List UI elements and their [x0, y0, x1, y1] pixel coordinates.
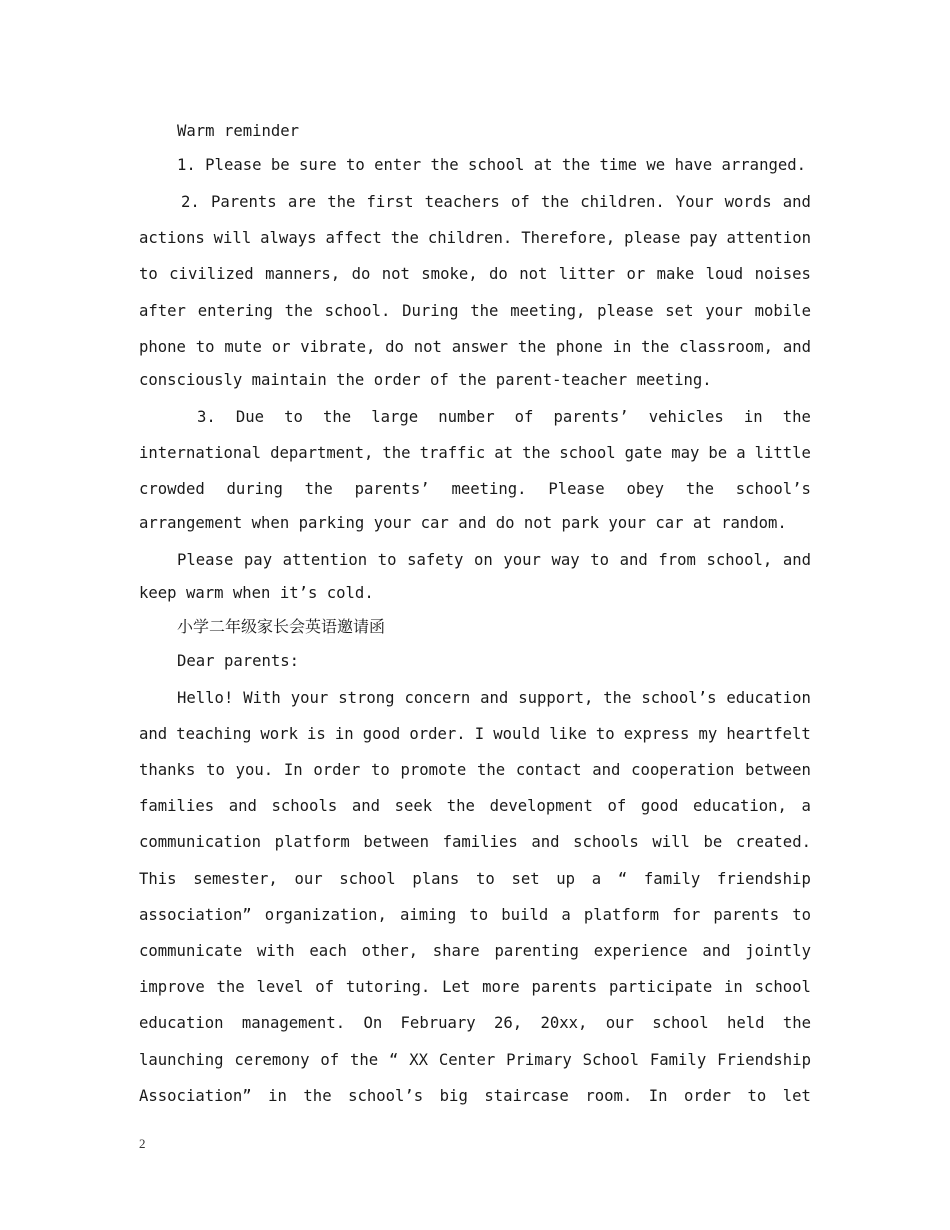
- word: vehicles: [648, 407, 724, 426]
- word: In: [648, 1086, 668, 1105]
- word: like: [549, 724, 587, 743]
- word: manners,: [265, 265, 341, 284]
- word: and: [480, 688, 509, 707]
- letter-body-line: [139, 1078, 811, 1114]
- word: strong: [338, 688, 395, 707]
- word: and: [782, 550, 811, 569]
- word: would: [493, 724, 541, 743]
- word: mobile: [754, 301, 811, 320]
- word: other,: [361, 942, 418, 960]
- word: do: [489, 265, 508, 284]
- word: to: [206, 761, 225, 780]
- word: a: [801, 797, 811, 816]
- word: concern: [404, 688, 471, 707]
- word: Your: [675, 193, 714, 211]
- word: number: [438, 407, 495, 426]
- word: first: [366, 193, 414, 211]
- word: crowded: [139, 480, 205, 499]
- word: the: [603, 688, 632, 707]
- word: ceremony: [234, 1050, 310, 1069]
- word: in: [268, 1086, 287, 1105]
- word: in: [612, 337, 632, 356]
- word: department,: [270, 444, 374, 463]
- word: thanks: [139, 761, 196, 780]
- word: gate: [624, 444, 663, 463]
- word: our: [605, 1014, 634, 1033]
- word: families: [442, 833, 518, 852]
- word: families: [139, 797, 215, 816]
- word: make: [656, 265, 695, 284]
- word: association”: [139, 905, 252, 924]
- word: please: [597, 301, 654, 320]
- word: to: [139, 265, 158, 284]
- word: staircase: [484, 1086, 569, 1105]
- word: pay: [689, 229, 718, 248]
- word: civilized: [169, 265, 254, 284]
- word: order: [684, 1086, 731, 1105]
- word: good: [640, 797, 679, 816]
- word: may: [671, 444, 700, 463]
- word: phone: [139, 337, 186, 356]
- word: and: [228, 797, 257, 816]
- word: Parents: [210, 193, 277, 211]
- letter-body-line: [139, 933, 811, 969]
- word: Please: [177, 550, 234, 569]
- reminder-item-3-line: [139, 435, 811, 471]
- word: of: [607, 797, 627, 816]
- word: meeting,: [510, 301, 586, 320]
- word: Friendship: [717, 1050, 811, 1069]
- word: build: [501, 905, 549, 924]
- word: Therefore,: [521, 229, 616, 248]
- letter-body-line: [139, 680, 811, 716]
- word: children.: [427, 229, 513, 248]
- letter-body-line: [139, 897, 811, 933]
- word: February: [400, 1014, 476, 1033]
- word: On: [363, 1014, 383, 1033]
- word: actions: [139, 229, 205, 248]
- word: after: [139, 301, 186, 320]
- letter-salutation: Dear parents:: [177, 651, 300, 670]
- word: loud: [705, 265, 744, 284]
- word: seek: [394, 797, 433, 816]
- word: of: [315, 978, 335, 997]
- reminder-heading: Warm reminder: [177, 122, 300, 140]
- word: at: [494, 444, 514, 463]
- word: always: [260, 229, 317, 248]
- word: or: [271, 337, 291, 356]
- word: with: [257, 942, 295, 960]
- page-content: [139, 116, 811, 1114]
- word: to: [377, 550, 397, 569]
- word: mute: [224, 337, 262, 356]
- reminder-item-3-line: [139, 471, 811, 507]
- word: set: [665, 301, 694, 320]
- word: smoke,: [421, 265, 478, 284]
- word: noises: [754, 265, 811, 284]
- word: the: [522, 444, 551, 463]
- word: work: [260, 724, 298, 743]
- word: to: [747, 1086, 767, 1105]
- word: schools: [573, 833, 639, 852]
- word: “: [617, 869, 628, 888]
- word: In: [283, 761, 303, 780]
- word: your: [705, 301, 743, 320]
- word: Family: [649, 1050, 707, 1069]
- letter-body-line: [139, 788, 811, 824]
- word: share: [432, 942, 480, 960]
- word: safety: [407, 550, 464, 569]
- word: vibrate,: [300, 337, 376, 356]
- word: and: [351, 797, 380, 816]
- word: words: [724, 193, 772, 211]
- page-number: 2: [139, 1136, 146, 1151]
- word: and: [531, 833, 560, 852]
- reminder-item-3-line: arrangement when parking your car and do not park your car at random.: [139, 513, 787, 532]
- word: way: [551, 550, 580, 569]
- word: the: [470, 301, 499, 320]
- word: our: [294, 869, 323, 888]
- word: organization,: [264, 905, 387, 924]
- word: the: [782, 407, 811, 426]
- word: to: [371, 761, 390, 780]
- word: phone: [555, 337, 603, 356]
- word: not: [519, 265, 548, 284]
- word: a: [561, 905, 571, 924]
- word: I: [474, 724, 485, 743]
- reminder-item-2-line: [139, 329, 811, 365]
- word: semester,: [193, 869, 278, 888]
- letter-body-line: [139, 716, 811, 752]
- word: held: [726, 1014, 765, 1033]
- word: between: [745, 761, 811, 780]
- word: to: [792, 905, 811, 924]
- word: and: [139, 724, 168, 743]
- word: Center: [438, 1050, 496, 1069]
- word: school,: [706, 550, 773, 569]
- word: the: [540, 193, 570, 211]
- word: During: [402, 301, 459, 320]
- word: to: [284, 407, 303, 426]
- reminder-item-1: 1. Please be sure to enter the school at the time we have arranged.: [177, 156, 807, 174]
- word: school’s: [641, 688, 717, 707]
- word: participate: [608, 978, 713, 997]
- word: you.: [235, 761, 274, 780]
- word: of: [320, 1050, 340, 1069]
- word: your: [290, 688, 329, 707]
- word: This: [139, 869, 177, 888]
- word: With: [243, 688, 281, 707]
- word: to: [469, 905, 489, 924]
- letter-body-line: [139, 752, 811, 788]
- word: meeting.: [451, 480, 527, 499]
- word: traffic: [419, 444, 486, 463]
- word: from: [658, 550, 696, 569]
- word: attention: [282, 550, 368, 569]
- word: tutoring.: [345, 978, 431, 997]
- reminder-item-2-line: [139, 184, 811, 220]
- word: order: [313, 761, 361, 780]
- word: the: [476, 761, 506, 780]
- word: improve: [139, 978, 205, 997]
- letter-body-line: [139, 969, 811, 1005]
- word: not: [413, 337, 442, 356]
- word: 2.: [181, 193, 200, 211]
- word: schools: [271, 797, 338, 816]
- word: pay: [243, 550, 273, 569]
- word: school: [754, 978, 811, 997]
- word: development: [489, 797, 593, 816]
- reminder-item-2-line: [139, 256, 811, 292]
- word: do: [385, 337, 404, 356]
- word: little: [754, 444, 811, 463]
- reminder-item-2-line: consciously maintain the order of the parent-teacher meeting.: [139, 370, 712, 389]
- word: the: [685, 480, 714, 499]
- word: the: [382, 444, 411, 463]
- word: experience: [593, 942, 688, 960]
- letter-body-line: [139, 861, 811, 897]
- word: to: [590, 550, 610, 569]
- word: education: [726, 688, 811, 707]
- word: classroom,: [679, 337, 774, 356]
- word: plans: [412, 869, 460, 888]
- word: school.: [324, 301, 391, 320]
- word: created.: [735, 833, 811, 852]
- word: communication: [139, 833, 262, 852]
- word: level: [256, 978, 304, 997]
- word: cooperation: [631, 761, 735, 780]
- word: my: [698, 724, 718, 743]
- word: let: [782, 1086, 811, 1105]
- word: school: [652, 1014, 709, 1033]
- word: contact: [515, 761, 582, 780]
- word: the: [641, 337, 670, 356]
- word: parents’: [553, 407, 629, 426]
- word: support,: [518, 688, 594, 707]
- word: parenting: [494, 942, 579, 960]
- word: to: [475, 869, 495, 888]
- word: XX: [409, 1050, 429, 1069]
- reminder-item-3-line: [139, 399, 811, 435]
- word: the: [304, 480, 333, 499]
- word: aiming: [399, 905, 457, 924]
- word: the: [284, 301, 313, 320]
- word: Primary: [506, 1050, 572, 1069]
- word: good: [362, 724, 401, 743]
- word: are: [287, 193, 317, 211]
- word: be: [703, 833, 723, 852]
- reminder-item-2-line: [139, 220, 811, 256]
- word: promote: [400, 761, 467, 780]
- word: not: [381, 265, 410, 284]
- word: room.: [585, 1086, 633, 1105]
- word: and: [702, 942, 731, 960]
- word: international: [139, 444, 262, 463]
- word: the: [390, 229, 419, 248]
- word: management.: [241, 1014, 346, 1033]
- word: Association”: [139, 1086, 252, 1105]
- word: 3.: [197, 407, 216, 426]
- word: launching: [139, 1050, 224, 1069]
- word: teaching: [176, 724, 252, 743]
- word: parents: [531, 978, 598, 997]
- word: the: [782, 1014, 811, 1033]
- word: the: [303, 1086, 332, 1105]
- word: education: [139, 1014, 224, 1033]
- word: between: [363, 833, 430, 852]
- word: Due: [235, 407, 265, 426]
- word: school: [559, 444, 616, 463]
- word: children.: [580, 193, 665, 211]
- word: a: [591, 869, 602, 888]
- word: Please: [548, 480, 605, 499]
- word: Hello!: [177, 688, 234, 707]
- word: family: [643, 869, 701, 888]
- word: do: [351, 265, 371, 284]
- word: on: [474, 550, 493, 569]
- word: in: [334, 724, 354, 743]
- word: 20xx,: [540, 1014, 588, 1033]
- word: will: [652, 833, 690, 852]
- word: or: [626, 265, 646, 284]
- word: heartfelt: [726, 724, 811, 743]
- word: in: [724, 978, 743, 997]
- word: big: [439, 1086, 468, 1105]
- word: Let: [442, 978, 471, 997]
- word: during: [226, 480, 283, 499]
- word: the: [349, 1050, 379, 1069]
- word: 26,: [493, 1014, 523, 1033]
- reminder-closing-line: [139, 542, 811, 578]
- word: to: [595, 724, 615, 743]
- word: “: [389, 1050, 399, 1069]
- word: the: [446, 797, 475, 816]
- word: more: [482, 978, 520, 997]
- word: school’s: [735, 480, 811, 499]
- word: your: [503, 550, 541, 569]
- word: parents: [713, 905, 780, 924]
- word: order.: [409, 724, 466, 743]
- word: is: [307, 724, 326, 743]
- word: and: [592, 761, 621, 780]
- word: jointly: [745, 942, 811, 960]
- letter-body-line: [139, 824, 811, 860]
- word: in: [743, 407, 763, 426]
- word: the: [517, 337, 547, 356]
- word: answer: [451, 337, 509, 356]
- word: up: [556, 869, 576, 888]
- reminder-closing-line: keep warm when it’s cold.: [139, 583, 374, 602]
- word: and: [782, 193, 811, 211]
- word: School: [582, 1050, 640, 1069]
- word: parents’: [354, 480, 430, 499]
- word: teachers: [424, 193, 500, 211]
- word: to: [195, 337, 215, 356]
- word: will: [213, 229, 252, 248]
- word: the: [327, 193, 356, 211]
- letter-title: 小学二年级家长会英语邀请函: [177, 616, 386, 636]
- word: and: [619, 550, 648, 569]
- word: for: [672, 905, 701, 924]
- word: express: [623, 724, 690, 743]
- letter-body-line: [139, 1042, 811, 1078]
- word: and: [782, 337, 811, 356]
- reminder-item-2-line: [139, 293, 811, 329]
- word: platform: [274, 833, 350, 852]
- word: obey: [626, 480, 665, 499]
- word: the: [216, 978, 245, 997]
- word: attention: [726, 229, 811, 248]
- word: school’s: [348, 1086, 424, 1105]
- word: affect: [325, 229, 382, 248]
- letter-body-line: [139, 1005, 811, 1041]
- word: friendship: [716, 869, 811, 888]
- word: education,: [693, 797, 787, 816]
- word: litter: [558, 265, 616, 284]
- word: entering: [197, 301, 273, 320]
- word: of: [514, 407, 534, 426]
- word: be: [708, 444, 728, 463]
- word: school: [339, 869, 396, 888]
- word: communicate: [139, 942, 243, 960]
- word: set: [511, 869, 540, 888]
- word: of: [510, 193, 530, 211]
- word: platform: [583, 905, 659, 924]
- word: a: [736, 444, 746, 463]
- word: please: [624, 229, 681, 248]
- word: large: [371, 407, 419, 426]
- word: each: [309, 942, 347, 960]
- word: the: [322, 407, 352, 426]
